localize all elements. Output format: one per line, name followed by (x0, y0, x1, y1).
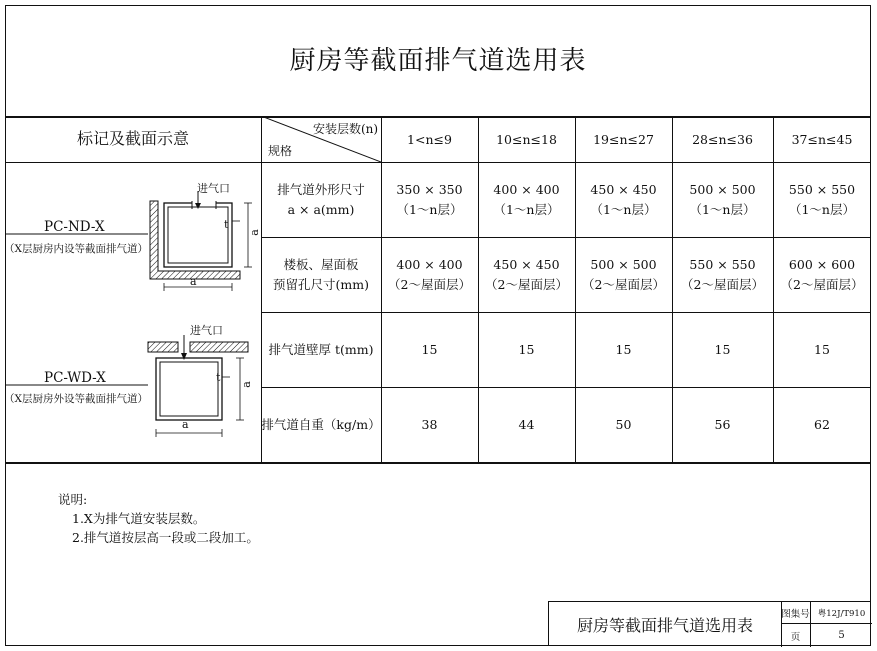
tb-atlas-label: 图集号 (781, 608, 810, 620)
table-cell: 15 (814, 341, 830, 357)
row-label-line: 预留孔尺寸(mm) (273, 276, 369, 292)
tb-atlas-value: 粤12J/T910 (817, 608, 866, 619)
table-cell: 15 (518, 341, 535, 357)
nd-description: （X层厨房内设等截面排气道） (4, 243, 148, 255)
row-label-outer-size (261, 162, 381, 237)
wd-inlet-label: 进气口 (190, 324, 223, 337)
row-label-line: 排气道自重（kg/m） (261, 416, 381, 432)
table-cell: 15 (714, 341, 731, 357)
nd-dim-t: t (224, 218, 229, 231)
table-cell: 500 × 500 （2～屋面层） (582, 257, 665, 292)
table-cell: 500 × 500 （1～n层） (689, 182, 756, 217)
table-cell: 50 (615, 416, 632, 432)
notes (58, 490, 259, 547)
header-diag-bottom: 规格 (268, 144, 293, 158)
table-cell: 450 × 450 （2～屋面层） (485, 257, 568, 292)
table-cell: 400 × 400 （2～屋面层） (388, 257, 471, 292)
table-cell: 38 (421, 416, 438, 432)
header-mark-label: 标记及截面示意 (76, 129, 189, 149)
table-cell: 44 (518, 416, 535, 432)
header-diag-top: 安装层数(n) (313, 122, 379, 136)
tb-page-label: 页 (790, 631, 801, 643)
wd-code: PC-WD-X (44, 370, 106, 386)
table-cell: 550 × 550 （2～屋面层） (681, 257, 764, 292)
tb-page-value: 5 (838, 630, 845, 641)
table-cell: 600 × 600 （2～屋面层） (780, 257, 864, 292)
wd-dim-a-horizontal: a (182, 418, 189, 431)
table-cell: 550 × 550 （1～n层） (788, 182, 856, 217)
row-label-wall-thickness (261, 312, 381, 387)
table-cell: 56 (714, 416, 731, 432)
range-header-1: 1<n≤9 (407, 131, 452, 147)
title-block (548, 601, 871, 646)
wd-dim-a-vertical: a (239, 381, 253, 388)
range-header-4: 28≤n≤36 (692, 131, 753, 147)
table-bottom-line (5, 462, 871, 464)
wd-description: （X层厨房外设等截面排气道） (4, 393, 148, 405)
range-header-5: 37≤n≤45 (791, 131, 853, 147)
nd-dim-a-vertical: a (247, 229, 261, 236)
nd-inlet-label: 进气口 (197, 182, 230, 195)
row-label-line: 楼板、屋面板 (283, 257, 359, 273)
wd-dim-t: t (216, 371, 221, 384)
row-label-self-weight (261, 387, 381, 462)
notes-heading: 说明: (58, 492, 88, 507)
table-cell: 15 (421, 341, 438, 357)
table-cell: 350 × 350 （1～n层） (396, 182, 463, 217)
table-cell: 450 × 450 （1～n层） (590, 182, 657, 217)
table-cell: 400 × 400 （1～n层） (493, 182, 560, 217)
range-header-3: 19≤n≤27 (593, 131, 654, 147)
note-item: 2.排气道按层高一段或二段加工。 (72, 530, 259, 545)
wd-section-drawing (6, 335, 248, 437)
nd-code: PC-ND-X (44, 219, 105, 235)
table-cell: 62 (814, 416, 830, 432)
section-diagrams (0, 163, 261, 461)
row-label-line: 排气道壁厚 t(mm) (268, 341, 374, 357)
row-label-hole-size (261, 237, 381, 312)
range-header-2: 10≤n≤18 (496, 131, 557, 147)
row-label-line: 排气道外形尺寸 (277, 182, 365, 198)
table-cell: 15 (615, 341, 632, 357)
row-label-line: a × a(mm) (287, 201, 355, 217)
nd-dim-a-horizontal: a (190, 275, 197, 288)
page-title: 厨房等截面排气道选用表 (289, 46, 587, 76)
tb-drawing-name: 厨房等截面排气道选用表 (576, 616, 753, 635)
note-item: 1.X为排气道安装层数。 (72, 511, 206, 526)
